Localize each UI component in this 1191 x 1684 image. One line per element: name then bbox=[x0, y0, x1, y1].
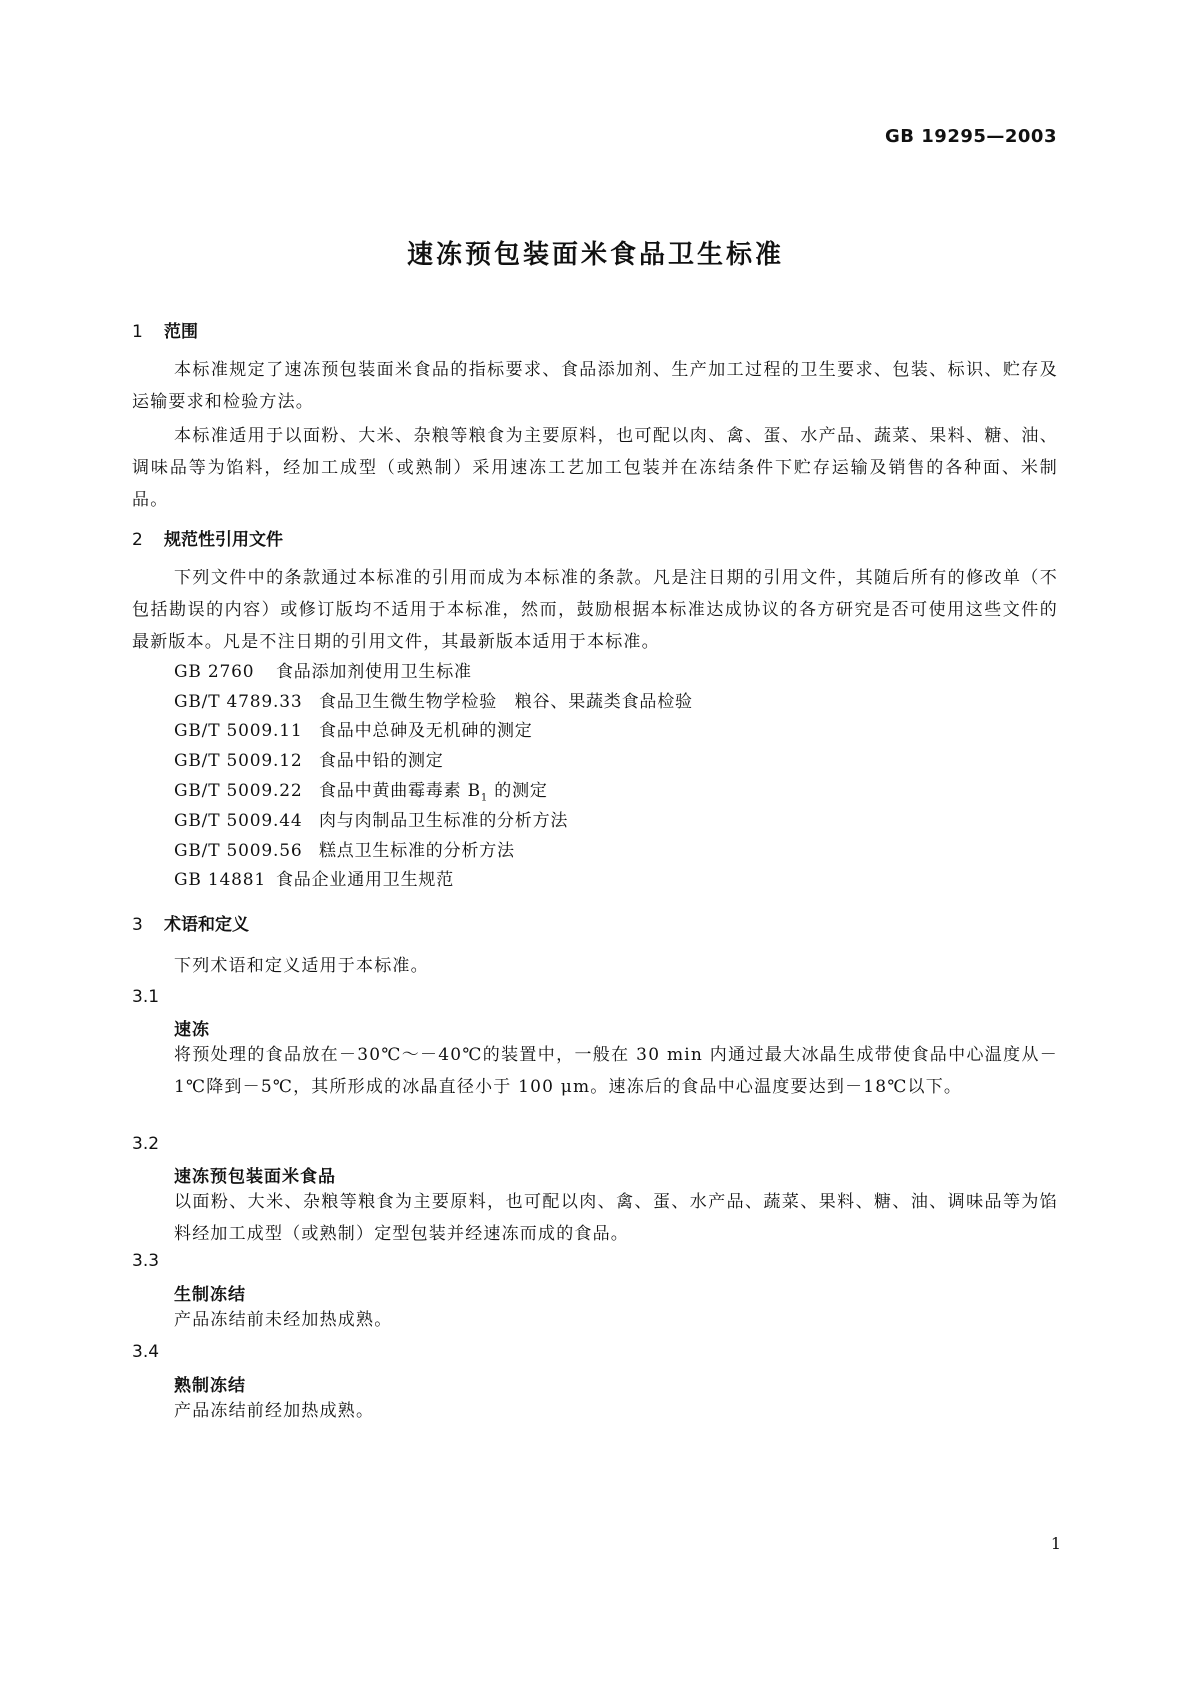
reference-item bbox=[174, 806, 568, 831]
term-name: 熟制冻结 bbox=[174, 1376, 246, 1396]
section-2-paragraph-1: 下列文件中的条款通过本标准的引用而成为本标准的条款。凡是注日期的引用文件，其随后所有的修改单（不包括勘误的内容）或修订版均不适用于本标准，然而，鼓励根据本标准达成协议的各方研究是否可使用这些文件的最新版本。凡是不注日期的引用文件，其最新版本适用于本标准。 bbox=[132, 568, 1058, 652]
reference-code: GB 14881 bbox=[174, 870, 266, 890]
reference-code: GB/T 5009.56 bbox=[174, 841, 303, 861]
term-definition: 产品冻结前经加热成熟。 bbox=[174, 1401, 375, 1421]
reference-title: 食品中黄曲霉毒素 $B_1$ 的测定 bbox=[319, 781, 548, 804]
standard-code bbox=[885, 126, 1057, 147]
reference-item bbox=[174, 657, 472, 682]
section-number: 2 bbox=[132, 530, 143, 550]
section-1-paragraph-1: 本标准规定了速冻预包装面米食品的指标要求、食品添加剂、生产加工过程的卫生要求、包装、标识、贮存及运输要求和检验方法。 bbox=[132, 360, 1058, 412]
section-3-paragraph-1: 下列术语和定义适用于本标准。 bbox=[174, 956, 429, 976]
reference-code: GB 2760 bbox=[174, 662, 255, 682]
standard-prefix: GB bbox=[884, 126, 915, 147]
reference-item bbox=[174, 687, 693, 712]
reference-code: GB/T 5009.22 bbox=[174, 781, 303, 801]
reference-title: 肉与肉制品卫生标准的分析方法 bbox=[319, 811, 569, 831]
standard-number: 19295—2003 bbox=[921, 126, 1057, 147]
reference-title: 食品中铅的测定 bbox=[319, 751, 444, 771]
reference-code: GB/T 4789.33 bbox=[174, 692, 303, 712]
term-number: 3.4 bbox=[132, 1342, 160, 1362]
reference-title: 食品添加剂使用卫生标准 bbox=[276, 662, 472, 682]
reference-code: GB/T 5009.11 bbox=[174, 721, 303, 741]
term-definition: 产品冻结前未经加热成熟。 bbox=[174, 1310, 393, 1330]
reference-item bbox=[174, 716, 533, 741]
document-title: 速冻预包装面米食品卫生标准 bbox=[406, 240, 784, 270]
reference-title: 糕点卫生标准的分析方法 bbox=[319, 841, 515, 861]
reference-title: 食品卫生微生物学检验 粮谷、果蔬类食品检验 bbox=[319, 692, 693, 712]
section-number: 3 bbox=[132, 915, 143, 935]
reference-code: GB/T 5009.44 bbox=[174, 811, 303, 831]
reference-item bbox=[174, 776, 548, 803]
term-number: 3.3 bbox=[132, 1251, 160, 1271]
term-name: 速冻 bbox=[174, 1020, 210, 1040]
term-definition: 将预处理的食品放在－30℃～－40℃的装置中，一般在 30 min 内通过最大冰晶生成带使食品中心温度从－1℃降到－5℃，其所形成的冰晶直径小于 100 μm。速冻后的食品中心温度要达到－18℃以下。 bbox=[174, 1045, 1058, 1097]
section-title: 范围 bbox=[164, 322, 198, 342]
term-definition: 以面粉、大米、杂粮等粮食为主要原料，也可配以肉、禽、蛋、水产品、蔬菜、果料、糖、油、调味品等为馅料经加工成型（或熟制）定型包装并经速冻而成的食品。 bbox=[174, 1192, 1058, 1244]
section-1-heading bbox=[132, 317, 198, 342]
section-number: 1 bbox=[132, 322, 143, 342]
reference-item bbox=[174, 865, 454, 890]
reference-code: GB/T 5009.12 bbox=[174, 751, 303, 771]
section-title: 术语和定义 bbox=[164, 915, 249, 935]
reference-title: 食品中总砷及无机砷的测定 bbox=[319, 721, 533, 741]
reference-item bbox=[174, 836, 515, 861]
term-number: 3.2 bbox=[132, 1134, 160, 1154]
term-number: 3.1 bbox=[132, 987, 160, 1007]
section-2-heading bbox=[132, 525, 283, 550]
section-1-paragraph-2: 本标准适用于以面粉、大米、杂粮等粮食为主要原料，也可配以肉、禽、蛋、水产品、蔬菜、果料、糖、油、调味品等为馅料，经加工成型（或熟制）采用速冻工艺加工包装并在冻结条件下贮存运输及销售的各种面、米制品。 bbox=[132, 426, 1058, 510]
page-number: 1 bbox=[1050, 1534, 1061, 1553]
term-name: 生制冻结 bbox=[174, 1285, 246, 1305]
reference-item bbox=[174, 746, 444, 771]
section-3-heading bbox=[132, 910, 249, 935]
reference-title: 食品企业通用卫生规范 bbox=[276, 870, 454, 890]
term-name: 速冻预包装面米食品 bbox=[174, 1167, 336, 1187]
section-title: 规范性引用文件 bbox=[164, 530, 283, 550]
